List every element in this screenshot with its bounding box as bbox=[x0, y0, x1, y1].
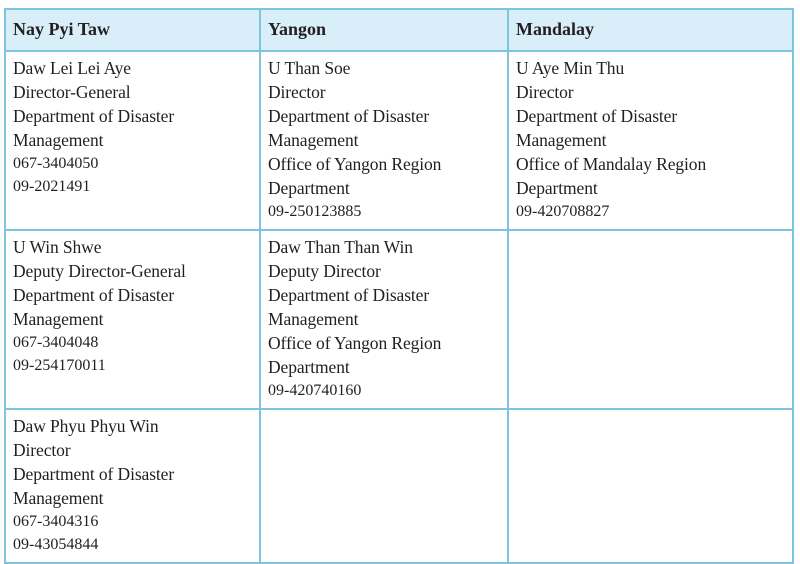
contact-entry bbox=[13, 56, 253, 198]
contact-title: Director bbox=[13, 440, 71, 460]
contact-department-cont: Management bbox=[516, 130, 607, 150]
contact-office: Office of Mandalay Region bbox=[516, 154, 707, 174]
contact-name: U Aye Min Thu bbox=[516, 58, 625, 78]
contact-department: Department of Disaster bbox=[13, 464, 175, 484]
contact-name: Daw Lei Lei Aye bbox=[13, 58, 131, 78]
contact-name: Daw Phyu Phyu Win bbox=[13, 416, 159, 436]
contact-department-cont: Management bbox=[268, 130, 359, 150]
contact-department: Department of Disaster bbox=[516, 106, 678, 126]
contact-title: Director bbox=[516, 82, 574, 102]
contact-department-cont: Management bbox=[13, 309, 104, 329]
contact-name: U Than Soe bbox=[268, 58, 351, 78]
contact-cell bbox=[260, 230, 508, 409]
contact-phone: 09-420740160 bbox=[268, 382, 362, 399]
contact-title: Director bbox=[268, 82, 326, 102]
contact-phone: 09-43054844 bbox=[13, 536, 99, 553]
contact-office-cont: Department bbox=[268, 178, 350, 198]
column-header-mandalay: Mandalay bbox=[508, 9, 793, 51]
contact-phone: 09-420708827 bbox=[516, 203, 610, 220]
contact-entry bbox=[268, 235, 501, 402]
contact-phone: 067-3404316 bbox=[13, 513, 99, 530]
column-header-yangon: Yangon bbox=[260, 9, 508, 51]
empty-cell bbox=[508, 230, 793, 409]
contact-department-cont: Management bbox=[13, 130, 104, 150]
contact-entry bbox=[516, 56, 786, 223]
contact-entry bbox=[13, 414, 253, 556]
contact-department: Department of Disaster bbox=[268, 106, 430, 126]
contact-office-cont: Department bbox=[268, 357, 350, 377]
contact-department-cont: Management bbox=[13, 488, 104, 508]
contact-entry bbox=[268, 56, 501, 223]
empty-cell bbox=[508, 409, 793, 563]
contact-title: Deputy Director-General bbox=[13, 261, 186, 281]
contact-cell bbox=[5, 409, 260, 563]
table-header bbox=[5, 9, 793, 51]
contact-department: Department of Disaster bbox=[13, 285, 175, 305]
contact-cell bbox=[5, 51, 260, 230]
contacts-table bbox=[4, 8, 794, 564]
contact-title: Deputy Director bbox=[268, 261, 381, 281]
contact-phone: 067-3404048 bbox=[13, 334, 99, 351]
table-body bbox=[5, 51, 793, 563]
contact-phone: 09-254170011 bbox=[13, 357, 106, 374]
contact-cell bbox=[260, 51, 508, 230]
contact-department-cont: Management bbox=[268, 309, 359, 329]
column-header-nay-pyi-taw: Nay Pyi Taw bbox=[5, 9, 260, 51]
contact-cell bbox=[5, 230, 260, 409]
contact-cell bbox=[508, 51, 793, 230]
contact-entry bbox=[13, 235, 253, 377]
contact-name: Daw Than Than Win bbox=[268, 237, 413, 257]
contact-phone: 09-250123885 bbox=[268, 203, 362, 220]
contact-phone: 09-2021491 bbox=[13, 178, 91, 195]
header-row bbox=[5, 9, 793, 51]
contact-office: Office of Yangon Region bbox=[268, 154, 442, 174]
contact-title: Director-General bbox=[13, 82, 131, 102]
contact-name: U Win Shwe bbox=[13, 237, 102, 257]
contact-office-cont: Department bbox=[516, 178, 598, 198]
contact-department: Department of Disaster bbox=[268, 285, 430, 305]
table-row bbox=[5, 51, 793, 230]
table-row bbox=[5, 230, 793, 409]
contact-department: Department of Disaster bbox=[13, 106, 175, 126]
contact-phone: 067-3404050 bbox=[13, 155, 99, 172]
empty-cell bbox=[260, 409, 508, 563]
table-row bbox=[5, 409, 793, 563]
contact-office: Office of Yangon Region bbox=[268, 333, 442, 353]
